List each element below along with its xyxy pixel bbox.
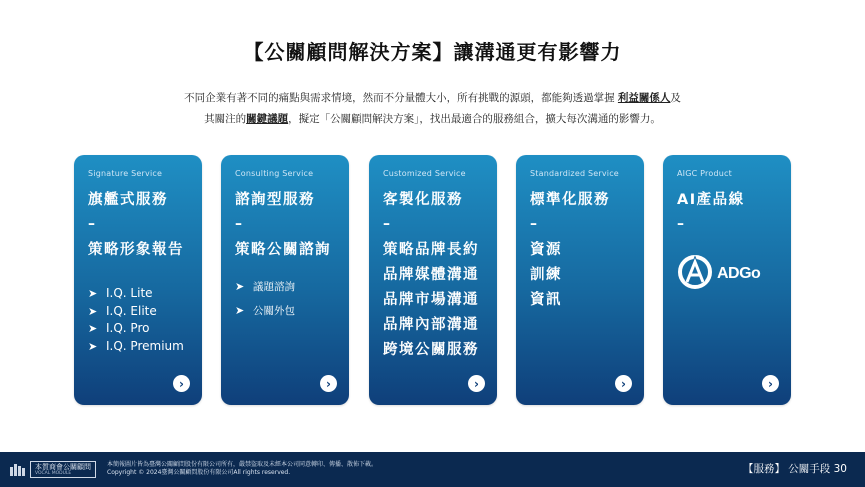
bullet-item: ➤ 公關外包 [235, 299, 335, 323]
card-line: 資訊 [530, 292, 562, 308]
chevron-right-icon[interactable]: › [468, 375, 485, 392]
card-subtitle: AIGC Product [677, 169, 732, 178]
adgo-logo-icon [677, 252, 777, 292]
card-dash: – [677, 216, 684, 232]
card-subtitle: Signature Service [88, 169, 163, 178]
card-title: 旗艦式服務 [88, 192, 168, 208]
copyright-line: 本簡報圖片皆為臺灣公關顧問股份有限公司所有，嚴禁盜取及未經本公司同意轉印、傳播、散佈下載。 [107, 461, 378, 468]
card-dash: – [530, 216, 537, 232]
logo-cn: 本質商會公關顧問 [35, 463, 91, 471]
adgo-logo-text: ADGo [717, 265, 761, 282]
logo-en: VOCAL MODULE [35, 471, 72, 476]
arrow-icon: ➤ [88, 322, 98, 335]
arrow-icon: ➤ [235, 304, 245, 317]
card-subtitle: Customized Service [383, 169, 466, 178]
page-label: 【服務】 公關手段 30 [742, 463, 847, 475]
card-subtitle: Consulting Service [235, 169, 314, 178]
intro-line1b: 及 [670, 92, 681, 104]
card-dash: – [383, 216, 390, 232]
intro-line2b: ，擬定「公關顧問解決方案」，找出最適合的服務組合，擴大每次溝通的影響力。 [288, 113, 661, 125]
card-line: 策略公關諮詢 [235, 242, 331, 258]
card-consulting-service[interactable] [221, 155, 349, 405]
card-title: 標準化服務 [530, 192, 610, 208]
bullet-item: ➤ 議題諮詢 [235, 275, 335, 299]
card-line: 品牌媒體溝通 [383, 267, 479, 283]
card-title: 諮詢型服務 [235, 192, 315, 208]
chevron-right-icon[interactable]: › [173, 375, 190, 392]
card-customized-service[interactable] [369, 155, 497, 405]
card-title: AI產品線 [677, 192, 745, 208]
chevron-right-icon[interactable]: › [762, 375, 779, 392]
chevron-right-icon[interactable]: › [615, 375, 632, 392]
arrow-icon: ➤ [88, 339, 98, 353]
card-dash: – [235, 216, 242, 232]
card-line: 跨境公關服務 [383, 342, 479, 358]
adgo-logo [677, 252, 777, 292]
keyword-stakeholders: 利益關係人 [617, 92, 671, 104]
card-aigc-product[interactable] [663, 155, 791, 405]
card-signature-service[interactable] [74, 155, 202, 405]
card-line: 資源 [530, 242, 562, 258]
card-line: 品牌市場溝通 [383, 292, 479, 308]
bars-logo-icon [10, 462, 26, 478]
bullet-item: ➤ I.Q. Elite [88, 303, 188, 321]
copyright-line: Copyright © 2024臺灣公關顧問股份有限公司All rights reserved. [107, 469, 291, 476]
arrow-icon: ➤ [235, 280, 245, 293]
intro-line1a: 不同企業有著不同的痛點與需求情境，然而不分量體大小，所有挑戰的源頭，都能夠透過掌握 [184, 92, 618, 104]
bullet-item: ➤ I.Q. Lite [88, 285, 188, 303]
intro-line2a: 其關注的 [204, 113, 247, 125]
card-title: 客製化服務 [383, 192, 463, 208]
card-line: 策略品牌長約 [383, 242, 479, 258]
arrow-icon: ➤ [88, 304, 98, 318]
intro-text [120, 88, 745, 130]
keyword-key-issues: 關鍵議題 [246, 113, 289, 125]
card-line: 訓練 [530, 267, 562, 283]
footer-bar [0, 452, 865, 487]
card-subtitle: Standardized Service [530, 169, 619, 178]
page-title: 【公關顧問解決方案】讓溝通更有影響力 [243, 40, 622, 64]
card-standardized-service[interactable] [516, 155, 644, 405]
chevron-right-icon[interactable]: › [320, 375, 337, 392]
card-dash: – [88, 216, 95, 232]
company-logo [10, 461, 96, 478]
copyright [107, 461, 377, 477]
card-line: 品牌內部溝通 [383, 317, 479, 333]
card-line: 策略形象報告 [88, 242, 184, 258]
bullet-item: ➤ I.Q. Premium [88, 338, 188, 356]
bullet-item: ➤ I.Q. Pro [88, 320, 188, 338]
logo-text-box [30, 461, 96, 478]
arrow-icon: ➤ [88, 287, 98, 300]
